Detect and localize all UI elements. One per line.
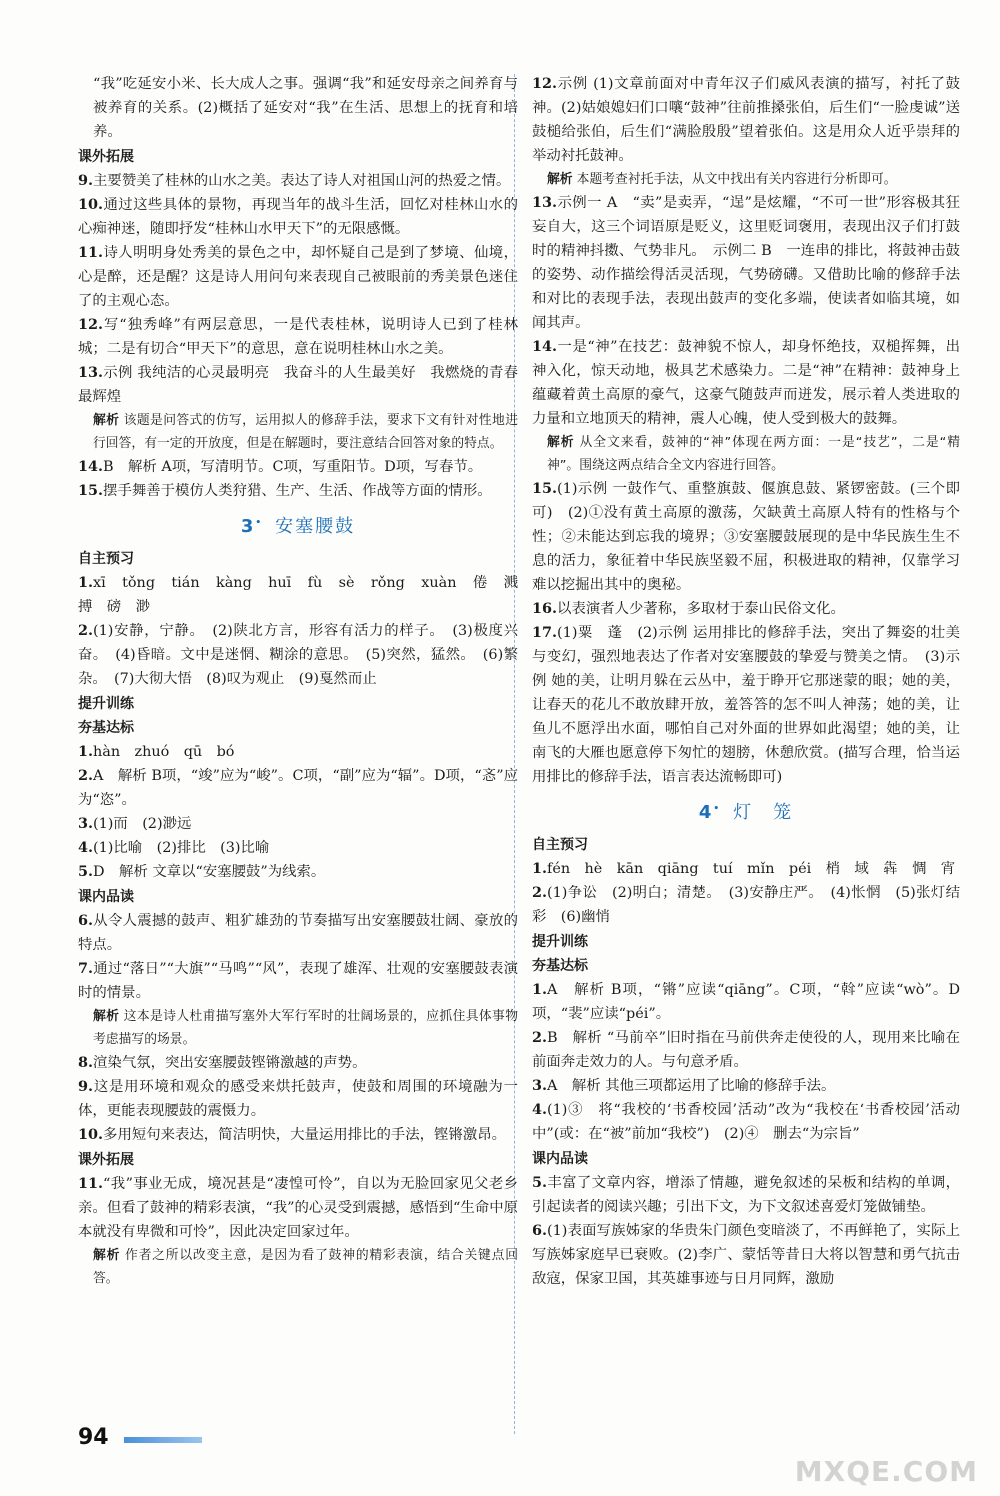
answer-item: 9.这是用环境和观众的感受来烘托鼓声，使鼓和周围的环境融为一体，更能表现腰鼓的震慑力。	[78, 1078, 518, 1119]
analysis-note: 解析 作者之所以改变主意，是因为看了鼓神的精彩表演，结合关键点回答。	[93, 1248, 518, 1286]
heading-extension-2: 课外拓展	[78, 1152, 134, 1168]
analysis-note	[78, 409, 518, 455]
item-text: 写“独秀峰”有两层意思，一是代表桂林，说明诗人已到了桂林城；二是有切合“甲天下”的意思，意在说明桂林山水之美。	[78, 317, 518, 357]
right-column	[532, 72, 960, 1291]
answer-item: 4.(1)比喻 (2)排比 (3)比喻	[78, 839, 270, 856]
answer-item	[78, 241, 518, 313]
section-title-3	[78, 511, 518, 539]
subheading-basics: 夯基达标	[78, 720, 134, 736]
item-number: 9.	[78, 172, 94, 189]
answer-item: 17.(1)粟 蓬 (2)示例 运用排比的修辞手法，突出了舞姿的壮美与变幻，强烈地表达了作者对安塞腰鼓的挚爱与赞美之情。 (3)示例 她的美，让明月躲在云丛中，羞于睁开它那迷蒙的眼；她的美，让春天的花儿不敢放肆开放，羞答答的怎不叫人神荡；她的美，让鱼儿不愿浮出水面，哪怕自己对外面的世界如此渴望；她的美，让南飞的大雁也愿意停下匆忙的翅膀，休憩欣赏。(描写合理，恰当运用排比的修辞手法，语言表达流畅即可)	[532, 624, 960, 785]
left-column	[78, 72, 533, 1290]
item-text: B 解析 A项，写清明节。C项，写重阳节。D项，写春节。	[103, 459, 483, 475]
answer-item: 14.一是“神”在技艺：鼓神貌不惊人，却身怀绝技，双槌挥舞，出神入化，惊天动地，极具艺术感染力。二是“神”在精神：鼓神身上蕴藏着黄土高原的豪气，这豪气随鼓声而迸发，展示着人类进取的力量和立地顶天的精神，震人心魄，使人受到极大的鼓舞。	[532, 338, 960, 427]
answer-item: 6.从令人震撼的鼓声、粗犷雄劲的节奏描写出安塞腰鼓壮阔、豪放的特点。	[78, 912, 518, 953]
section-name: 安塞腰鼓	[275, 516, 356, 537]
heading-training: 提升训练	[78, 696, 134, 712]
answer-item: 16.以表演者人少著称，多取材于泰山民俗文化。	[532, 600, 845, 617]
answer-item: 2.A 解析 B项，“竣”应为“峻”。C项，“副”应为“辐”。D项，“忞”应为“恣”。	[78, 767, 518, 808]
heading-in-class-reading: 课内品读	[532, 1151, 588, 1167]
item-text: 通过这些具体的景物，再现当年的战斗生活，回忆对桂林山水的心痴神迷，随即抒发“桂林山水甲天下”的无限感慨。	[78, 197, 518, 237]
answer-item: 10.多用短句来表达，简洁明快，大量运用排比的手法，铿锵激昂。	[78, 1126, 506, 1143]
answer-item: 2.(1)安静，宁静。 (2)陕北方言，形容有活力的样子。 (3)极度兴奋。 (4)昏暗。文中是迷惘、糊涂的意思。 (5)突然，猛然。 (6)繁杂。 (7)大彻大悟 (8)叹为观止 (9)戛然而止	[78, 622, 518, 687]
answer-item: 5.丰富了文章内容，增添了情趣，避免叙述的呆板和结构的单调，引起读者的阅读兴趣；引出下文，为下文叙述喜爱灯笼做铺垫。	[532, 1174, 960, 1215]
section-number: 3•	[240, 516, 264, 537]
item-text: 诗人明明身处秀美的景色之中，却怀疑自己是到了梦境、仙境，心是醉，还是醒？这是诗人用问句来表现自己被眼前的秀美景色迷住了的主观心态。	[78, 245, 518, 309]
answer-item: 2.B 解析 “马前卒”旧时指在马前供奔走使役的人，现用来比喻在前面奔走效力的人。与句意矛盾。	[532, 1029, 960, 1070]
answer-item: 2.(1)争讼 (2)明白；清楚。 (3)安静庄严。 (4)怅惘 (5)张灯结彩 (6)幽悄	[532, 884, 960, 925]
answer-item: 1.hàn zhuó qū bó	[78, 743, 235, 760]
subheading-basics: 夯基达标	[532, 958, 588, 974]
answer-item: 3.A 解析 其他三项都运用了比喻的修辞手法。	[532, 1077, 836, 1094]
heading-preview: 自主预习	[78, 551, 134, 567]
answer-item: 5.D 解析 文章以“安塞腰鼓”为线索。	[78, 863, 326, 880]
item-number: 11.	[78, 244, 104, 261]
answer-item	[78, 479, 518, 503]
answer-item: 13.示例一 A “卖”是卖弄，“逞”是炫耀，“不可一世”形容极其狂妄自大，这三个词语原是贬义，这里贬词褒用，表现出汉子们打鼓时的精神抖擞、气势非凡。 示例二 B 一连串的排比，将鼓神击鼓的姿势、动作描绘得活灵活现，气势磅礴。又借助比喻的修辞手法和对比的表现手法，表现出鼓声的变化多端，使读者如临其境，如闻其声。	[532, 194, 960, 331]
answer-list-a	[78, 169, 518, 503]
answer-item: 1.fén hè kān qiāng tuí mǐn péi 梢 域 犇 惆 宵	[532, 860, 956, 877]
analysis-text: 该题是问答式的仿写，运用拟人的修辞手法，要求下文有针对性地进行回答，有一定的开放度，但是在解题时，要注意结合回答对象的特点。	[93, 413, 518, 451]
answer-item	[78, 455, 518, 479]
answer-item: 12.示例 (1)文章前面对中青年汉子们威风表演的描写，衬托了鼓神。(2)姑娘媳妇们口嚷“鼓神”往前推搡张伯，后生们“一脸虔诚”送鼓槌给张伯，后生们“满脸殷殷”望着张伯。这是用众人近乎崇拜的举动衬托鼓神。	[532, 75, 960, 164]
analysis-note: 解析 这本是诗人杜甫描写塞外大军行军时的壮阔场景的，应抓住具体事物考虑描写的场景。	[93, 1009, 518, 1047]
answer-item: 4.(1)③ 将“我校的‘书香校园’活动”改为“我校在‘书香校园’活动中”(或：在“被”前加“我校”) (2)④ 删去“为宗旨”	[532, 1101, 960, 1142]
answer-item: 8.渲染气氛，突出安塞腰鼓铿锵激越的声势。	[78, 1054, 367, 1071]
item-text: 摆手舞善于模仿人类狩猎、生产、生活、作战等方面的情形。	[103, 483, 492, 499]
answer-item: 7.通过“落日”“大旗”“马鸣”“风”，表现了雄浑、壮观的安塞腰鼓表演时的情景。	[78, 960, 518, 1001]
answer-item: 1.xī tǒng tián kàng huī fù sè rǒng xuàn 倦 溅 搏 磅 渺	[78, 574, 533, 615]
answer-item: 1.A 解析 B项，“锵”应读“qiāng”。C项，“斡”应读“wò”。D项，“裴”应读“péi”。	[532, 981, 960, 1022]
item-text: 主要赞美了桂林的山水之美。表达了诗人对祖国山河的热爱之情。	[93, 173, 511, 189]
answer-item	[78, 313, 518, 361]
section-title-4	[532, 797, 960, 825]
analysis-note: 解析 本题考查衬托手法，从文中找出有关内容进行分析即可。	[547, 172, 897, 187]
watermark-logo: MXQE.COM	[794, 1455, 978, 1488]
heading-extension: 课外拓展	[78, 149, 134, 165]
page-number-bar	[124, 1437, 202, 1443]
answer-item: 15.(1)示例 一鼓作气、重整旗鼓、偃旗息鼓、紧锣密鼓。(三个即可) (2)①没有黄土高原的激荡，欠缺黄土高原人特有的性格与个性；②未能达到忘我的境界；③安塞腰鼓展现的是中华民族生生不息的活力，象征着中华民族坚毅不屈，积极进取的精神，仅靠学习难以挖掘出其中的奥秘。	[532, 480, 960, 593]
item-number: 15.	[78, 482, 104, 499]
answer-item: 6.(1)表面写族姊家的华贵朱门颜色变暗淡了，不再鲜艳了，实际上写族姊家庭早已衰败。(2)李广、蒙恬等昔日大将以智慧和勇气抗击敌寇，保家卫国，其英雄事迹与日月同辉，激励	[532, 1222, 960, 1287]
answer-item	[78, 169, 518, 193]
analysis-label: 解析	[93, 413, 120, 428]
page-number: 94	[78, 1425, 109, 1450]
answer-item	[78, 361, 518, 409]
item-number: 10.	[78, 196, 104, 213]
answer-item	[78, 193, 518, 241]
section-number: 4•	[698, 802, 722, 823]
heading-preview: 自主预习	[532, 837, 588, 853]
item-text: 示例 我纯洁的心灵最明亮 我奋斗的人生最美好 我燃烧的青春最辉煌	[78, 365, 518, 405]
item-number: 13.	[78, 364, 104, 381]
item-number: 12.	[78, 316, 104, 333]
item-number: 14.	[78, 458, 104, 475]
analysis-note: 解析 从全文来看，鼓神的“神”体现在两方面：一是“技艺”，二是“精神”。围绕这两点结合全文内容进行回答。	[547, 435, 961, 473]
answer-item: 3.(1)而 (2)渺远	[78, 815, 192, 832]
answer-item: 11.“我”事业无成，境况甚是“凄惶可怜”，自以为无脸回家见父老乡亲。但看了鼓神的精彩表演，“我”的心灵受到震撼，感悟到“生命中原本就没有卑微和可怜”，因此决定回家过年。	[78, 1175, 518, 1240]
heading-training: 提升训练	[532, 934, 588, 950]
continued-answer: “我”吃延安小米、长大成人之事。强调“我”和延安母亲之间养育与被养育的关系。(2)概括了延安对“我”在生活、思想上的抚育和培养。	[93, 76, 518, 140]
section-name: 灯 笼	[733, 802, 794, 823]
heading-in-class-reading: 课内品读	[78, 889, 134, 905]
